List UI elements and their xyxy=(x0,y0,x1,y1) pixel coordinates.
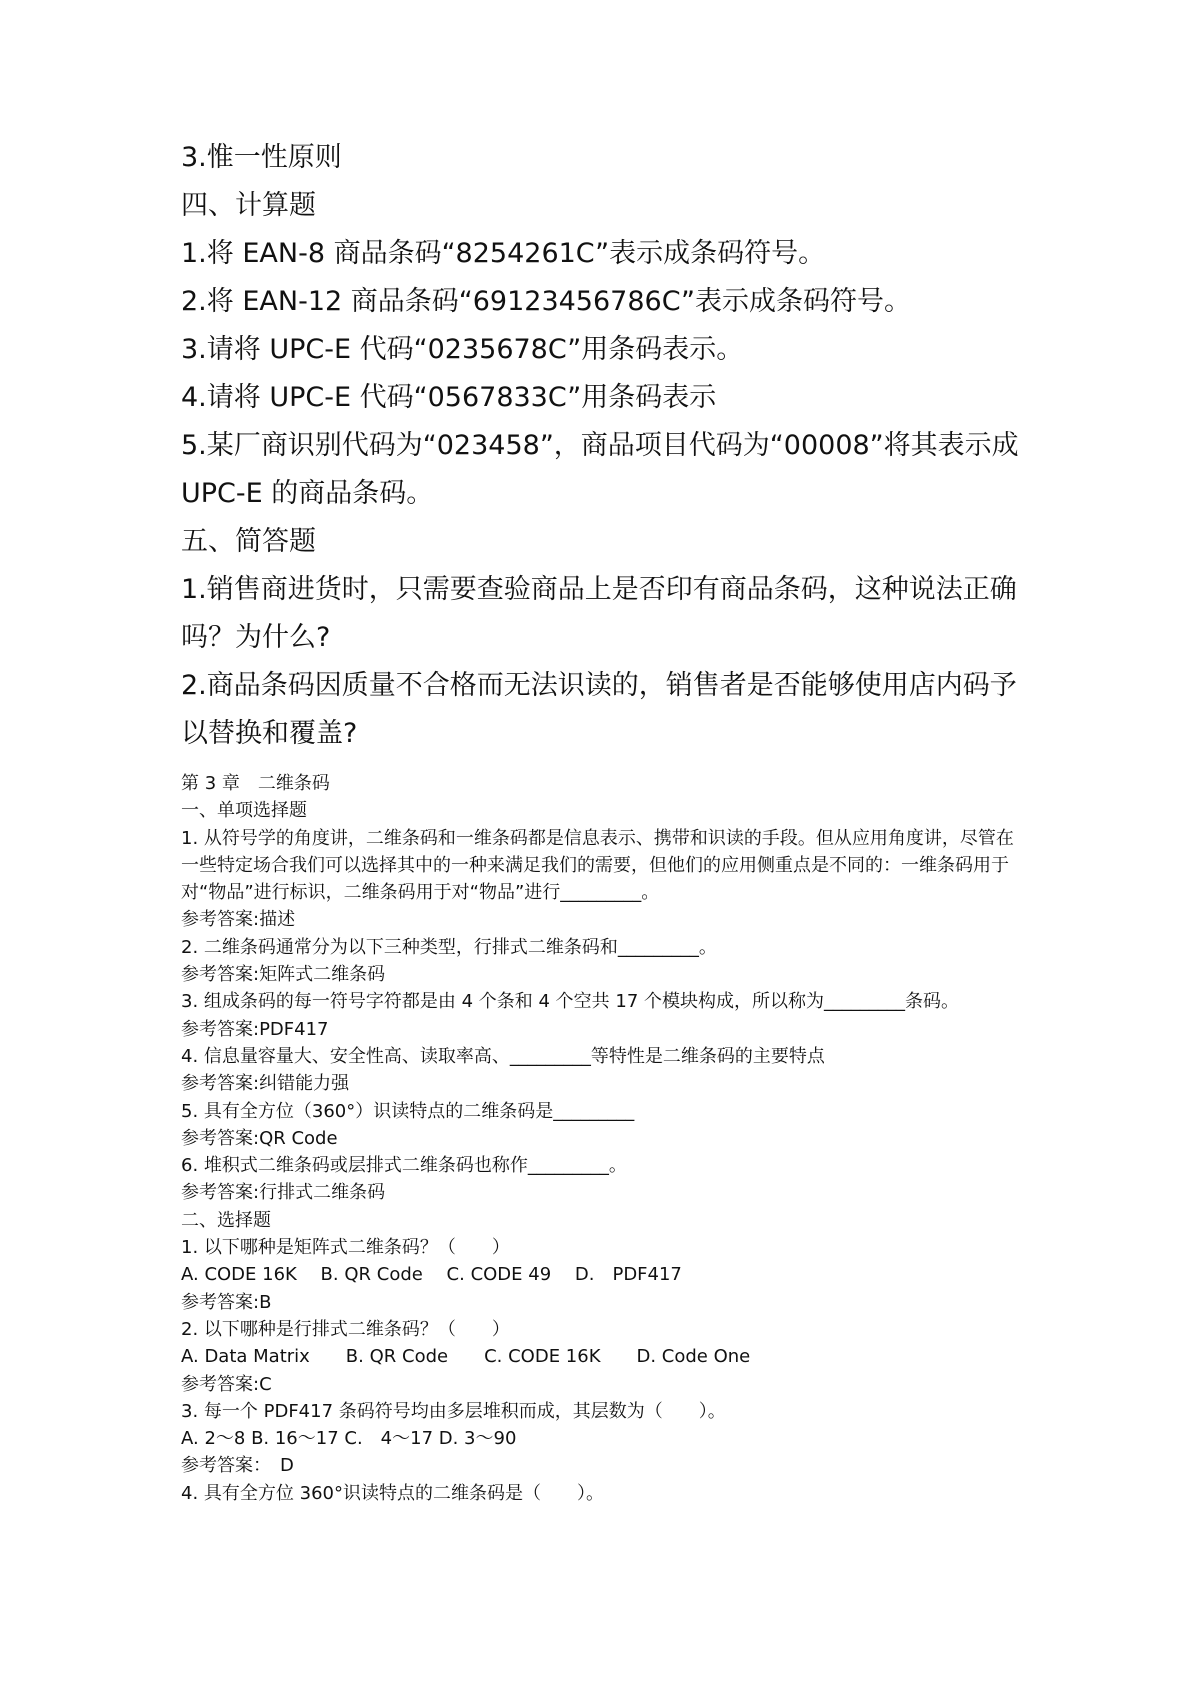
chapter-title: 第 3 章 二维条码 xyxy=(181,773,330,794)
choice-question-2: 2. 以下哪种是行排式二维条码？（ ） xyxy=(181,1318,510,1340)
calc-question-2: 2.将 EAN-12 商品条码“69123456786C”表示成条码符号。 xyxy=(181,286,912,317)
choice-options-3: A. 2～8 B. 16～17 C. 4～17 D. 3～90 xyxy=(181,1428,517,1450)
choice-question-1: 1. 以下哪种是矩阵式二维条码？（ ） xyxy=(181,1237,510,1259)
choice-question-3: 3. 每一个 PDF417 条码符号均由多层堆积而成，其层数为（ ）。 xyxy=(181,1400,726,1422)
choice-options-1: A. CODE 16K B. QR Code C. CODE 49 D. PDF417 xyxy=(181,1264,682,1286)
fill-question-2: 2. 二维条码通常分为以下三种类型，行排式二维条码和_________。 xyxy=(181,936,717,958)
calc-question-4: 4.请将 UPC-E 代码“0567833C”用条码表示 xyxy=(181,382,717,413)
answer-4: 参考答案:纠错能力强 xyxy=(181,1073,350,1095)
fill-question-5: 5. 具有全方位（360°）识读特点的二维条码是_________ xyxy=(181,1100,635,1122)
section-heading-choice: 二、选择题 xyxy=(181,1209,271,1231)
answer-5: 参考答案:QR Code xyxy=(181,1127,338,1149)
calc-question-5: 5.某厂商识别代码为“023458”，商品项目代码为“00008”将其表示成 UPC-E 的商品条码。 xyxy=(181,430,1019,509)
choice-answer-3: 参考答案： D xyxy=(181,1455,294,1477)
section-heading-single: 一、单项选择题 xyxy=(181,800,307,822)
choice-options-2: A. Data Matrix B. QR Code C. CODE 16K D. Code One xyxy=(181,1346,751,1368)
section-heading-calc: 四、计算题 xyxy=(181,190,316,221)
answer-1: 参考答案:描述 xyxy=(181,909,296,931)
choice-answer-1: 参考答案:B xyxy=(181,1291,272,1313)
answer-3: 参考答案:PDF417 xyxy=(181,1018,329,1040)
calc-question-3: 3.请将 UPC-E 代码“0235678C”用条码表示。 xyxy=(181,334,744,365)
answer-6: 参考答案:行排式二维条码 xyxy=(181,1182,386,1204)
calc-question-1: 1.将 EAN-8 商品条码“8254261C”表示成条码符号。 xyxy=(181,238,826,269)
choice-question-4: 4. 具有全方位 360°识读特点的二维条码是（ ）。 xyxy=(181,1482,604,1504)
answer-2: 参考答案:矩阵式二维条码 xyxy=(181,964,386,986)
principle-line: 3.惟一性原则 xyxy=(181,142,342,173)
fill-question-6: 6. 堆积式二维条码或层排式二维条码也称作_________。 xyxy=(181,1155,627,1177)
chapter-3-section xyxy=(181,770,1021,1507)
fill-question-1: 1. 从符号学的角度讲，二维条码和一维条码都是信息表示、携带和识读的手段。但从应用角度讲，尽管在一些特定场合我们可以选择其中的一种来满足我们的需要，但他们的应用侧重点是不同的：一维条码用于对“物品”进行标识，二维条码用于对“物品”进行_________。 xyxy=(181,827,1014,904)
top-section xyxy=(181,134,1021,758)
short-question-1: 1.销售商进货时，只需要查验商品上是否印有商品条码，这种说法正确吗？为什么? xyxy=(181,574,1017,653)
fill-question-3: 3. 组成条码的每一符号字符都是由 4 个条和 4 个空共 17 个模块构成，所以称为_________条码。 xyxy=(181,991,960,1013)
choice-answer-2: 参考答案:C xyxy=(181,1373,272,1395)
fill-question-4: 4. 信息量容量大、安全性高、读取率高、_________等特性是二维条码的主要特点 xyxy=(181,1045,825,1067)
section-heading-short: 五、简答题 xyxy=(181,526,316,557)
short-question-2: 2.商品条码因质量不合格而无法识读的，销售者是否能够使用店内码予以替换和覆盖? xyxy=(181,670,1017,749)
